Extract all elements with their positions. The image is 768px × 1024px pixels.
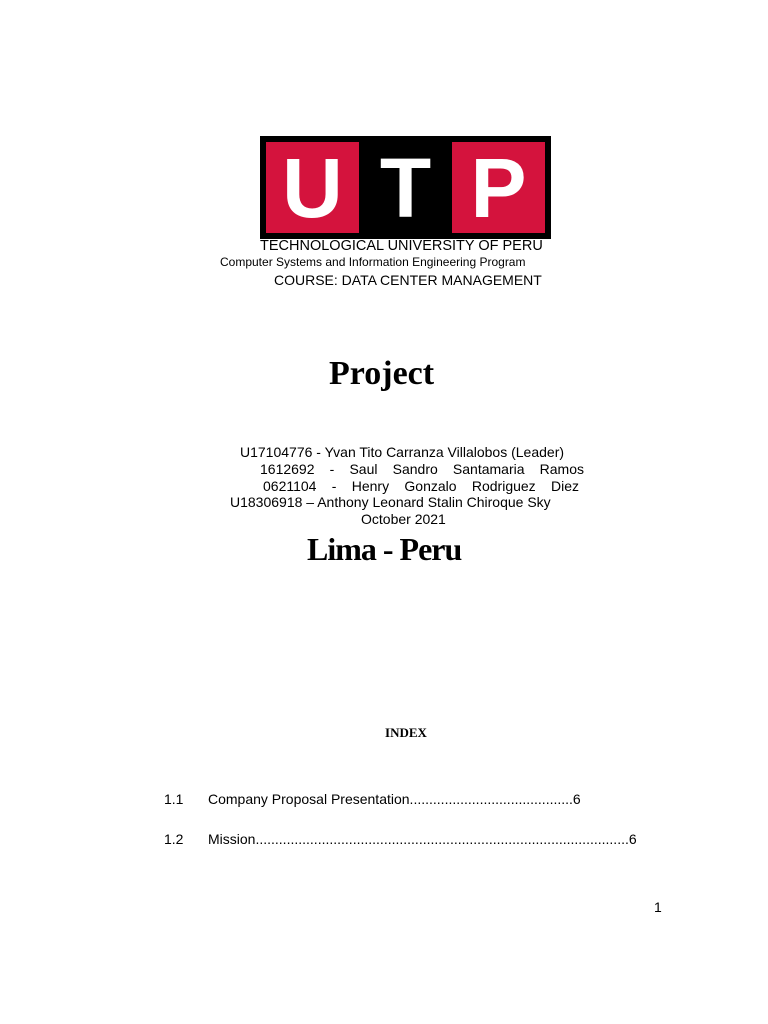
index-heading: INDEX (385, 725, 427, 740)
author-line: U17104776 - Yvan Tito Carranza Villalobos (Leader) (240, 444, 565, 460)
document-date: October 2021 (361, 511, 446, 527)
university-name: TECHNOLOGICAL UNIVERSITY OF PERU (260, 238, 543, 254)
utp-logo (260, 136, 551, 239)
logo-letter-u: U (266, 142, 359, 233)
document-title: Project (329, 355, 435, 392)
toc-number: 1.1 (164, 791, 184, 807)
toc-number: 1.2 (164, 831, 184, 847)
program-name: Computer Systems and Information Engineering Program (220, 255, 526, 269)
location-title: Lima - Peru (307, 531, 462, 567)
toc-text: Company Proposal Presentation..........................................6 (208, 791, 581, 807)
logo-letter-p: P (452, 142, 545, 233)
author-line: 0621104 - Henry Gonzalo Rodriguez Diez (263, 478, 579, 494)
author-line: U18306918 – Anthony Leonard Stalin Chiroque Sky (230, 494, 551, 510)
toc-text: Mission................................................................................................6 (208, 831, 637, 847)
author-line: 1612692 - Saul Sandro Santamaria Ramos (260, 461, 584, 477)
course-name: COURSE: DATA CENTER MANAGEMENT (274, 272, 542, 288)
logo-letter-t: T (359, 142, 452, 233)
page-number: 1 (654, 899, 662, 915)
